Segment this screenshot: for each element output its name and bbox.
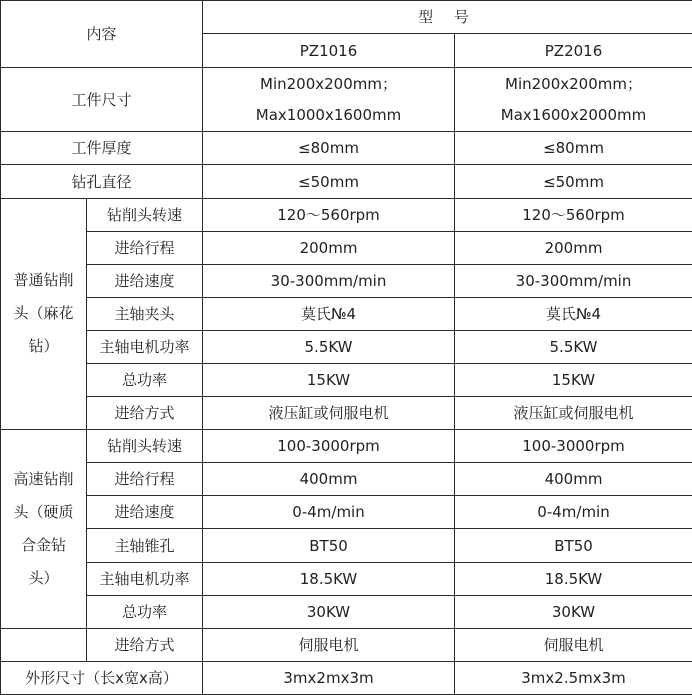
row-value-pz2016: 伺服电机: [455, 628, 692, 661]
row-value-pz2016: 200mm: [455, 231, 692, 264]
row-value-pz1016: 400mm: [203, 463, 455, 496]
row-value-pz2016: 30KW: [455, 595, 692, 628]
table-row: [1, 198, 692, 231]
row-label: 钻削头转速: [87, 198, 203, 231]
row-value-pz2016: 400mm: [455, 463, 692, 496]
row-label: 总功率: [87, 364, 203, 397]
table-row: [1, 397, 692, 430]
group-label-line: 合金钻: [20, 535, 66, 554]
row-value-pz1016: 30KW: [203, 595, 455, 628]
row-value-pz1016: 莫氏№4: [203, 297, 455, 330]
thickness-label: 工件厚度: [1, 132, 203, 165]
row-value-pz2016: 100-3000rpm: [455, 430, 692, 463]
row-label: 进给方式: [87, 397, 203, 430]
row-value-pz1016: 15KW: [203, 364, 455, 397]
row-value-pz2016: 15KW: [455, 364, 692, 397]
table-row: [1, 330, 692, 363]
row-value-pz2016: 30-300mm/min: [455, 264, 692, 297]
row-label: 进给速度: [87, 264, 203, 297]
workpiece-size-row: [1, 68, 692, 132]
thickness-pz1016: ≤80mm: [203, 132, 455, 165]
model-pz1016: PZ1016: [203, 34, 455, 68]
header-content-cell: 内容: [1, 1, 203, 68]
dimensions-pz1016: 3mx2mx3m: [203, 661, 455, 694]
dimensions-row: [1, 661, 692, 694]
row-value-pz1016: 0-4m/min: [203, 496, 455, 529]
workpiece-size-pz1016-max: Max1000x1600mm: [255, 105, 402, 124]
workpiece-size-pz2016: [455, 68, 692, 132]
empty-group-cell: [1, 628, 87, 661]
group-label-line: 钻）: [28, 337, 59, 356]
group-label-line: 头）: [28, 568, 59, 587]
diameter-pz1016: ≤50mm: [203, 165, 455, 198]
row-value-pz1016: 5.5KW: [203, 330, 455, 363]
diameter-row: [1, 165, 692, 198]
dimensions-label: 外形尺寸（长x宽x高）: [1, 661, 203, 694]
workpiece-size-pz1016-min: Min200x200mm；: [260, 74, 397, 93]
header-type-cell: 型 号: [203, 1, 692, 34]
group-label-line: 普通钻削: [13, 271, 74, 290]
group-label-line: 头（麻花: [13, 304, 74, 323]
table-row: [1, 496, 692, 529]
table-row: [1, 430, 692, 463]
workpiece-size-pz1016: [203, 68, 455, 132]
row-value-pz2016: 0-4m/min: [455, 496, 692, 529]
diameter-label: 钻孔直径: [1, 165, 203, 198]
row-value-pz2016: 莫氏№4: [455, 297, 692, 330]
workpiece-size-label: 工件尺寸: [1, 68, 203, 132]
row-value-pz1016: 120～560rpm: [203, 198, 455, 231]
row-label: 进给速度: [87, 496, 203, 529]
thickness-pz2016: ≤80mm: [455, 132, 692, 165]
row-value-pz2016: 液压缸或伺服电机: [455, 397, 692, 430]
row-value-pz1016: 200mm: [203, 231, 455, 264]
high-speed-head-group-label: [1, 430, 87, 629]
table-row: [1, 529, 692, 562]
model-pz2016: PZ2016: [455, 34, 692, 68]
row-value-pz1016: 18.5KW: [203, 562, 455, 595]
row-label: 进给方式: [87, 628, 203, 661]
row-label: 进给行程: [87, 463, 203, 496]
table-row: [1, 364, 692, 397]
group-label-line: 高速钻削: [13, 469, 74, 488]
header-row: [1, 1, 692, 34]
table-row: [1, 297, 692, 330]
row-label: 主轴电机功率: [87, 330, 203, 363]
thickness-row: [1, 132, 692, 165]
feed-mode-row: [1, 628, 692, 661]
diameter-pz2016: ≤50mm: [455, 165, 692, 198]
row-value-pz1016: 30-300mm/min: [203, 264, 455, 297]
row-label: 主轴夹头: [87, 297, 203, 330]
row-value-pz2016: 5.5KW: [455, 330, 692, 363]
group-label-line: 头（硬质: [13, 502, 74, 521]
table-row: [1, 231, 692, 264]
row-value-pz2016: 120～560rpm: [455, 198, 692, 231]
row-value-pz1016: 伺服电机: [203, 628, 455, 661]
table-row: [1, 562, 692, 595]
table-row: [1, 595, 692, 628]
row-label: 总功率: [87, 595, 203, 628]
workpiece-size-pz2016-max: Max1600x2000mm: [500, 105, 647, 124]
dimensions-pz2016: 3mx2.5mx3m: [455, 661, 692, 694]
normal-head-group-label: [1, 198, 87, 430]
row-value-pz2016: 18.5KW: [455, 562, 692, 595]
row-value-pz1016: BT50: [203, 529, 455, 562]
row-label: 主轴电机功率: [87, 562, 203, 595]
row-label: 主轴锥孔: [87, 529, 203, 562]
row-value-pz1016: 液压缸或伺服电机: [203, 397, 455, 430]
row-label: 钻削头转速: [87, 430, 203, 463]
row-value-pz2016: BT50: [455, 529, 692, 562]
row-value-pz1016: 100-3000rpm: [203, 430, 455, 463]
row-label: 进给行程: [87, 231, 203, 264]
workpiece-size-pz2016-min: Min200x200mm；: [505, 74, 642, 93]
table-row: [1, 264, 692, 297]
table-row: [1, 463, 692, 496]
